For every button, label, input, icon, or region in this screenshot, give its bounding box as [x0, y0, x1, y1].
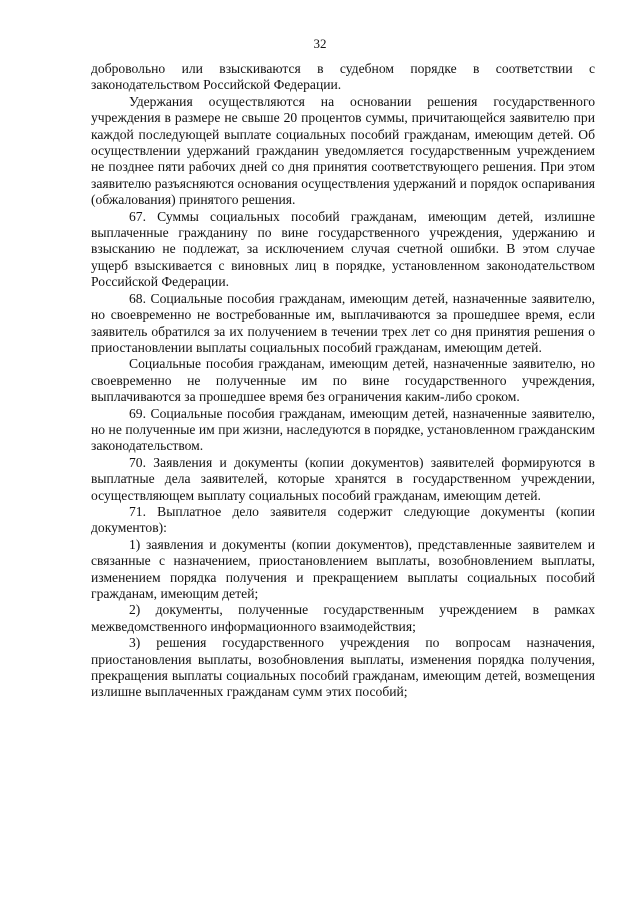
- paragraph-67: 67. Суммы социальных пособий гражданам, имеющим детей, излишне выплаченные гражданину по вине государственного учреждения, удержанию и взысканию не подлежат, за исключением случая счетной ошибки. В этом случае ущерб взыскивается с виновных лиц в порядке, установленном законодательством Российской Федерации.: [91, 208, 595, 290]
- page-number: 32: [313, 36, 327, 51]
- paragraph-69: 69. Социальные пособия гражданам, имеющим детей, назначенные заявителю, но не полученные им при жизни, наследуются в порядке, установленном гражданским законодательством.: [91, 405, 595, 454]
- list-item-1: 1) заявления и документы (копии документов), представленные заявителем и связанные с назначением, приостановлением выплаты, возобновлением выплаты, изменением порядка получения и прекращением выплаты социальных пособий гражданам, имеющим детей;: [91, 536, 595, 601]
- paragraph-68: 68. Социальные пособия гражданам, имеющим детей, назначенные заявителю, но своевременно не востребованные им, выплачиваются за прошедшее время, если заявитель обратился за их получением в течении трех лет со дня принятия решения о приостановлении выплаты социальных пособий гражданам, имеющим детей.: [91, 290, 595, 355]
- document-body: [91, 61, 595, 701]
- list-item-2: 2) документы, полученные государственным учреждением в рамках межведомственного информационного взаимодействия;: [91, 602, 595, 634]
- paragraph-continuation: добровольно или взыскиваются в судебном порядке в соответствии с законодательством Российской Федерации.: [91, 61, 595, 93]
- paragraph-70: 70. Заявления и документы (копии документов) заявителей формируются в выплатные дела заявителей, которые хранятся в государственном учреждении, осуществляющем выплату социальных пособий гражданам, имеющим детей.: [91, 454, 595, 503]
- paragraph-68-continued: Социальные пособия гражданам, имеющим детей, назначенные заявителю, но своевременно не полученные им по вине государственного учреждения, выплачиваются за прошедшее время без ограничения каким-либо сроком.: [91, 356, 595, 405]
- paragraph-deductions: Удержания осуществляются на основании решения государственного учреждения в размере не свыше 20 процентов суммы, причитающейся заявителю при каждой последующей выплате социальных пособий гражданам, имеющим детей. Об осуществлении удержаний гражданин уведомляется государственным учреждением не позднее пяти рабочих дней со дня принятия соответствующего решения. При этом заявителю разъясняются основания осуществления удержаний и порядок оспаривания (обжалования) принятого решения.: [91, 93, 595, 208]
- paragraph-71: 71. Выплатное дело заявителя содержит следующие документы (копии документов):: [91, 503, 595, 536]
- list-item-3: 3) решения государственного учреждения по вопросам назначения, приостановления выплаты, возобновления выплаты, изменения порядка получения, прекращения выплаты социальных пособий гражданам, имеющим детей, возмещения излишне выплаченных гражданам сумм этих пособий;: [91, 635, 595, 700]
